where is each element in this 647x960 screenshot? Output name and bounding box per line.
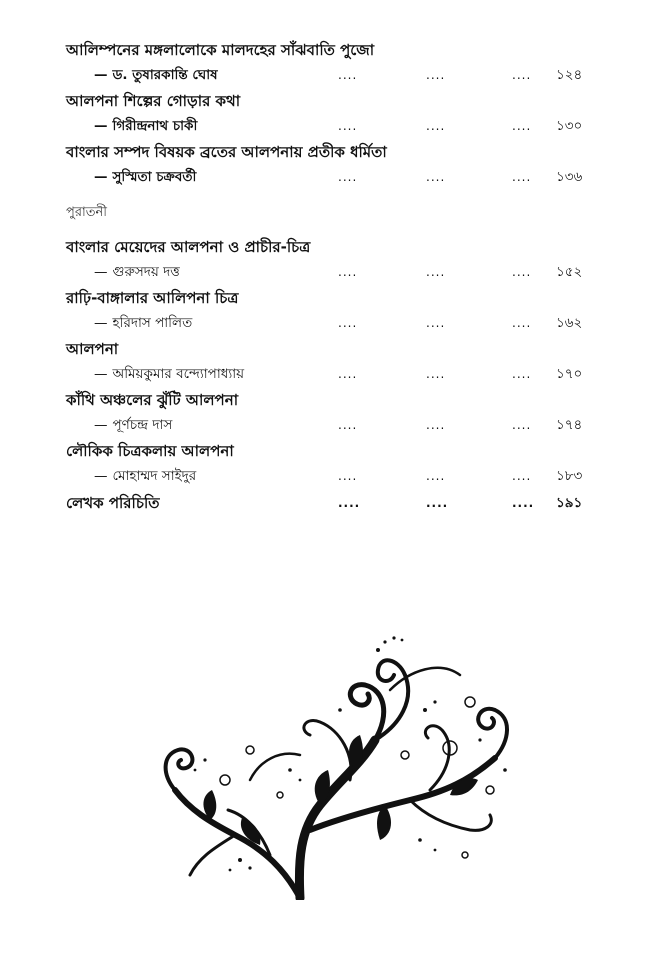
leader-dots: .... [426, 68, 446, 82]
dash: — [94, 417, 108, 433]
entry-title: লৌকিক চিত্রকলায় আলপনা [66, 442, 234, 460]
entry-title: আলপনা [66, 340, 119, 358]
leader-dots: .... [512, 469, 532, 483]
leader-dots: .... [338, 68, 358, 82]
author-name: মোহাম্মদ সাইদুর [112, 468, 197, 484]
leader-dots: .... [512, 316, 532, 330]
leader-dots: .... [338, 316, 358, 330]
leader-dots: .... [512, 170, 532, 184]
page-number: ১৩৬ [556, 169, 583, 185]
page-number: ১৮৩ [556, 468, 583, 484]
dash: — [94, 366, 108, 382]
page-number: ১২৪ [556, 67, 583, 83]
dash: — [94, 118, 108, 134]
toc-entry-author-bios[interactable] [66, 490, 586, 516]
entry-author [94, 62, 218, 89]
page-number: ১৭৪ [556, 417, 583, 433]
leader-dots: .... [426, 418, 446, 432]
entry-author [94, 361, 244, 388]
leader-dots: .... [426, 469, 446, 483]
entry-title: রাঢ়ি-বাঙ্গালার আলিপনা চিত্র [66, 289, 239, 307]
entry-title: কাঁথি অঞ্চলের ঝুঁটি আলপনা [66, 391, 239, 409]
author-name: অমিয়কুমার বন্দ্যোপাধ্যায় [112, 366, 245, 382]
floral-swirl-ornament-icon [150, 630, 520, 900]
leader-dots: .... [512, 265, 532, 279]
entry-author-row [66, 113, 586, 140]
page-number: ১৬২ [556, 315, 583, 331]
page-number: ১৯১ [556, 495, 583, 511]
author-name: হরিদাস পালিত [112, 315, 193, 331]
entry-author-row [66, 463, 586, 490]
leader-dots: .... [426, 316, 446, 330]
leader-dots: .... [426, 170, 446, 184]
leader-dots: .... [426, 496, 449, 510]
toc-entry[interactable] [66, 337, 586, 388]
toc-entry[interactable] [66, 388, 586, 439]
leader-dots: .... [426, 367, 446, 381]
leader-dots: .... [512, 367, 532, 381]
leader-dots: .... [338, 496, 361, 510]
dash: — [94, 315, 108, 331]
entry-author-row [66, 164, 586, 191]
entry-title: বাংলার মেয়েদের আলপনা ও প্রাচীর-চিত্র [66, 238, 311, 256]
dash: — [94, 264, 108, 280]
page-number: ১৩০ [556, 118, 583, 134]
toc-entry[interactable] [66, 235, 586, 286]
dash: — [94, 468, 108, 484]
leader-dots: .... [512, 418, 532, 432]
leader-dots: .... [512, 68, 532, 82]
entry-author-row [66, 412, 586, 439]
page-number: ১৭০ [556, 366, 583, 382]
leader-dots: .... [338, 265, 358, 279]
entry-author-row [66, 361, 586, 388]
leader-dots: .... [338, 367, 358, 381]
toc-entry[interactable] [66, 38, 586, 89]
dash: — [94, 169, 108, 185]
author-name: গিরীন্দ্রনাথ চাকী [112, 118, 198, 134]
author-name: ড. তুষারকান্তি ঘোষ [112, 67, 218, 83]
leader-dots: .... [426, 265, 446, 279]
toc-entry[interactable] [66, 89, 586, 140]
entry-author [94, 412, 172, 439]
entry-author-row [66, 259, 586, 286]
author-name: পূর্ণচন্দ্র দাস [112, 417, 173, 433]
entry-author [94, 310, 192, 337]
entry-author [94, 463, 196, 490]
entry-title: আলিম্পনের মঙ্গলালোকে মালদহের সাঁঝবাতি পুজো [66, 41, 375, 59]
leader-dots: .... [426, 119, 446, 133]
page-number: ১৫২ [556, 264, 583, 280]
entry-author [94, 259, 180, 286]
toc-entry[interactable] [66, 140, 586, 191]
entry-title: লেখক পরিচিতি [66, 494, 160, 512]
leader-dots: .... [338, 170, 358, 184]
dash: — [94, 67, 108, 83]
table-of-contents [66, 38, 586, 516]
section-label: পুরাতনী [66, 205, 107, 220]
author-name: সুস্মিতা চক্রবর্তী [112, 169, 197, 185]
entry-author [94, 164, 196, 191]
leader-dots: .... [512, 496, 535, 510]
author-name: গুরুসদয় দত্ত [112, 264, 180, 280]
entry-author-row [66, 62, 586, 89]
entry-title: আলপনা শিল্পের গোড়ার কথা [66, 92, 241, 110]
entry-title: বাংলার সম্পদ বিষয়ক ব্রতের আলপনায় প্রতীক ধর্মিতা [66, 143, 387, 161]
leader-dots: .... [512, 119, 532, 133]
toc-entry[interactable] [66, 439, 586, 490]
entry-author [94, 113, 197, 140]
leader-dots: .... [338, 469, 358, 483]
leader-dots: .... [338, 418, 358, 432]
toc-entry[interactable] [66, 286, 586, 337]
entry-author-row [66, 310, 586, 337]
leader-dots: .... [338, 119, 358, 133]
